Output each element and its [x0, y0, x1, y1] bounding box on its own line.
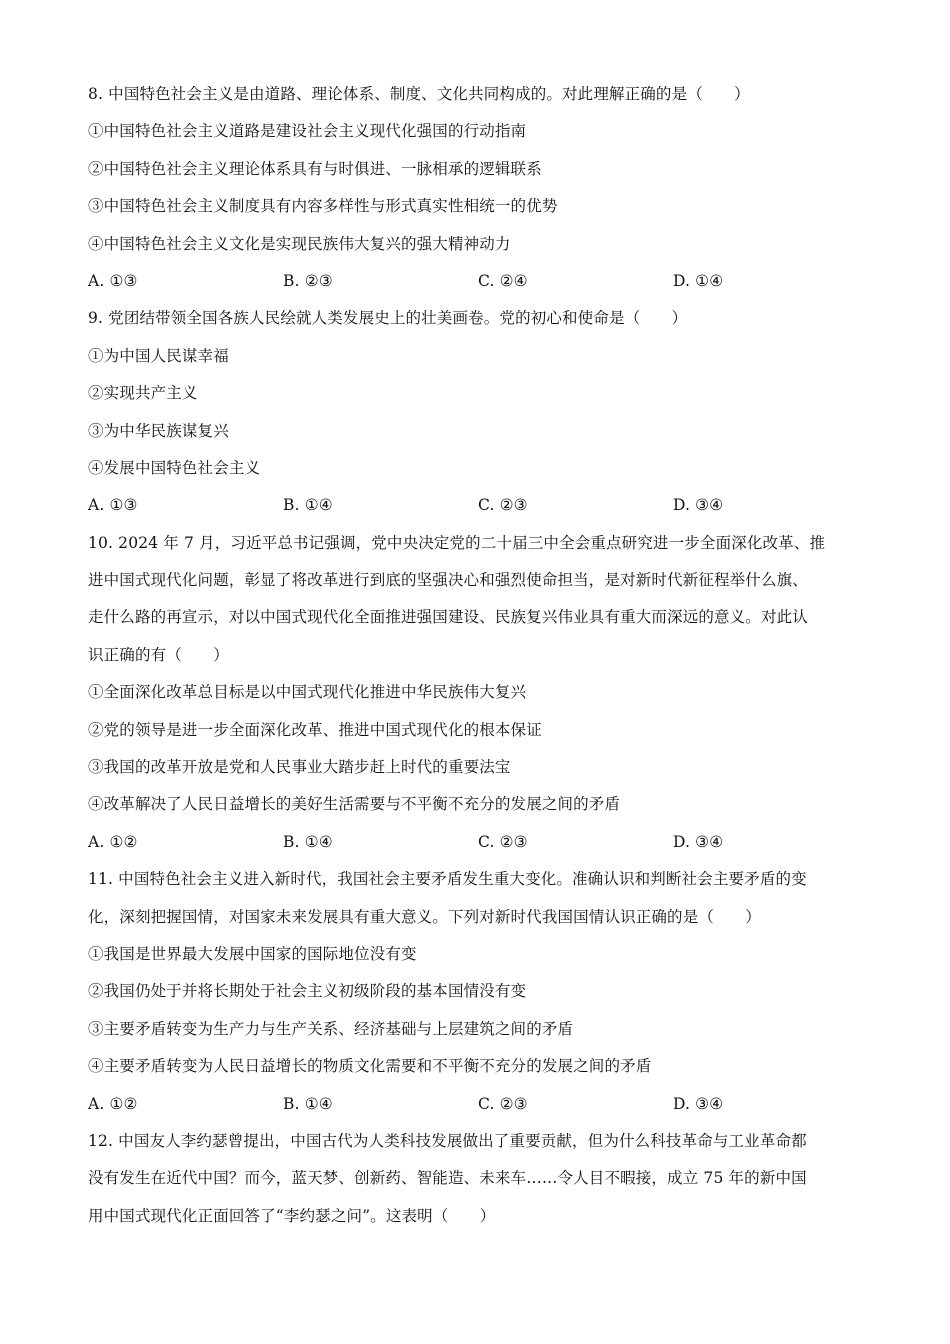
question-stem: 9. 党团结带领全国各族人民绘就人类发展史上的壮美画卷。党的初心和使命是（ ）	[88, 309, 688, 328]
answer-options	[88, 824, 868, 861]
option-b: B. ①④	[283, 1094, 333, 1113]
statement-item: ④发展中国特色社会主义	[88, 458, 261, 477]
option-c: C. ②④	[478, 271, 528, 290]
question-stem: 8. 中国特色社会主义是由道路、理论体系、制度、文化共同构成的。对此理解正确的是（ ）	[88, 85, 750, 103]
option-c: C. ②③	[478, 832, 528, 851]
option-b: B. ②③	[283, 271, 333, 290]
answer-options	[88, 263, 868, 300]
option-a: A. ①③	[88, 271, 138, 290]
answer-options	[88, 487, 868, 524]
question-8	[88, 76, 868, 300]
option-c: C. ②③	[478, 496, 528, 515]
statement-item: ③为中华民族谋复兴	[88, 421, 229, 440]
question-11	[88, 861, 868, 1123]
option-a: A. ①②	[88, 832, 138, 851]
question-stem: 没有发生在近代中国？而今，蓝天梦、创新药、智能造、未来车……令人目不暇接，成立 75 年的新中国	[88, 1169, 807, 1188]
statement-item: ③中国特色社会主义制度具有内容多样性与形式真实性相统一的优势	[88, 197, 558, 216]
question-stem: 10. 2024 年 7 月，习近平总书记强调，党中央决定党的二十届三中全会重点研究进一步全面深化改革、推	[88, 533, 826, 552]
statement-item: ②中国特色社会主义理论体系具有与时俱进、一脉相承的逻辑联系	[88, 159, 542, 178]
question-stem: 11. 中国特色社会主义进入新时代，我国社会主要矛盾发生重大变化。准确认识和判断社会主要矛盾的变	[88, 870, 807, 889]
question-stem: 化，深刻把握国情，对国家未来发展具有重大意义。下列对新时代我国国情认识正确的是（ ）	[88, 907, 761, 926]
statement-item: ④改革解决了人民日益增长的美好生活需要与不平衡不充分的发展之间的矛盾	[88, 795, 621, 814]
question-12	[88, 1123, 868, 1235]
option-b: B. ①④	[283, 496, 333, 515]
option-d: D. ③④	[673, 832, 724, 851]
exam-page	[88, 76, 868, 1235]
question-stem: 用中国式现代化正面回答了“李约瑟之问”。这表明（ ）	[88, 1206, 496, 1225]
statement-item: ④主要矛盾转变为人民日益增长的物质文化需要和不平衡不充分的发展之间的矛盾	[88, 1057, 652, 1076]
question-stem: 走什么路的再宣示，对以中国式现代化全面推进强国建设、民族复兴伟业具有重大而深远的意义。对此认	[88, 608, 808, 627]
statement-item: ②我国仍处于并将长期处于社会主义初级阶段的基本国情没有变	[88, 982, 527, 1001]
statement-item: ②党的领导是进一步全面深化改革、推进中国式现代化的根本保证	[88, 720, 542, 739]
statement-item: ①我国是世界最大发展中国家的国际地位没有变	[88, 944, 417, 963]
statement-item: ①中国特色社会主义道路是建设社会主义现代化强国的行动指南	[88, 122, 527, 141]
answer-options	[88, 1086, 868, 1123]
statement-item: ③我国的改革开放是党和人民事业大踏步赶上时代的重要法宝	[88, 758, 511, 777]
option-d: D. ①④	[673, 271, 724, 290]
question-10	[88, 525, 868, 862]
statement-item: ④中国特色社会主义文化是实现民族伟大复兴的强大精神动力	[88, 234, 511, 253]
statement-item: ①全面深化改革总目标是以中国式现代化推进中华民族伟大复兴	[88, 683, 527, 702]
option-d: D. ③④	[673, 496, 724, 515]
statement-item: ①为中国人民谋幸福	[88, 346, 229, 365]
question-9	[88, 300, 868, 524]
option-d: D. ③④	[673, 1094, 724, 1113]
question-stem: 进中国式现代化问题，彰显了将改革进行到底的坚强决心和强烈使命担当，是对新时代新征程举什么旗、	[88, 571, 808, 590]
question-stem: 12. 中国友人李约瑟曾提出，中国古代为人类科技发展做出了重要贡献，但为什么科技革命与工业革命都	[88, 1131, 807, 1150]
option-a: A. ①②	[88, 1094, 138, 1113]
option-c: C. ②③	[478, 1094, 528, 1113]
option-a: A. ①③	[88, 496, 138, 515]
option-b: B. ①④	[283, 832, 333, 851]
statement-item: ③主要矛盾转变为生产力与生产关系、经济基础与上层建筑之间的矛盾	[88, 1019, 574, 1038]
statement-item: ②实现共产主义	[88, 384, 198, 403]
question-stem: 识正确的有（ ）	[88, 645, 229, 664]
